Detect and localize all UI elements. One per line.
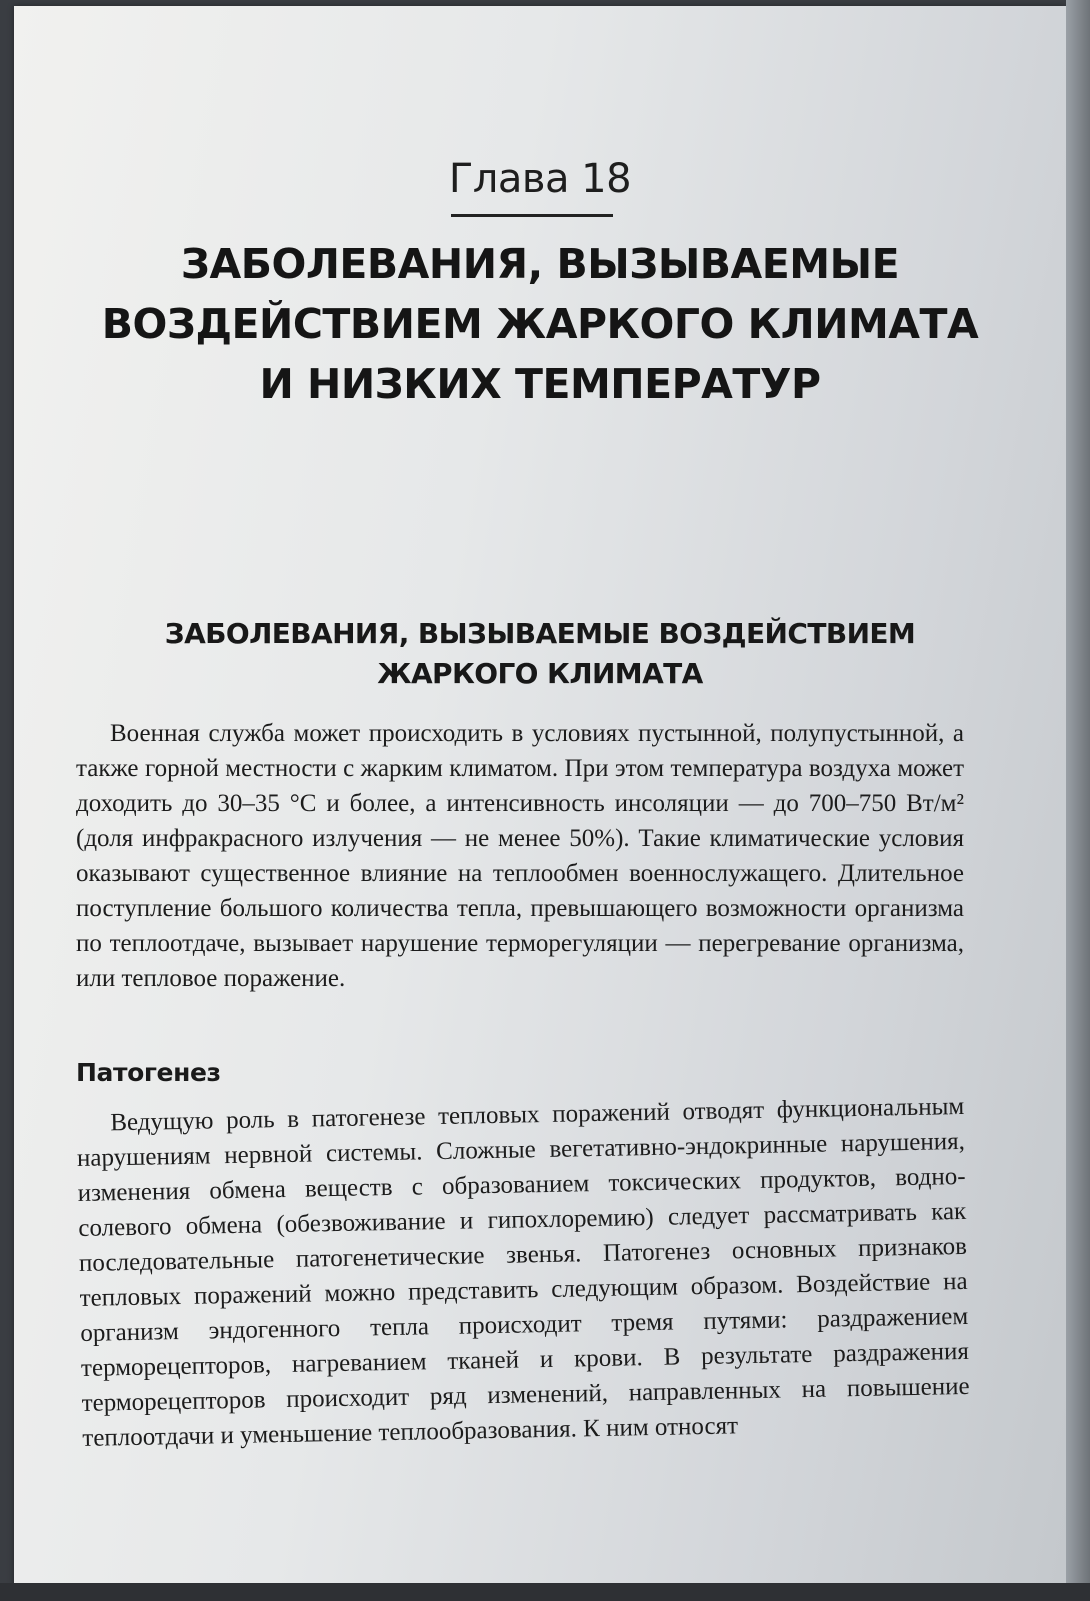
chapter-label: Глава 18: [448, 156, 632, 202]
body-paragraph-intro: Военная служба может происходить в условиях пустынной, полупустынной, а также горной местности с жарким климатом. При этом температура воздуха может доходить до 30–35 °С и более, а интенсивность инсоляции — до 700–750 Вт/м² (доля инфракрасного излучения — не менее 50%). Такие климатические условия оказывают существенное влияние на теплообмен военнослужащего. Длительное поступление большого количества тепла, превышающего возможности организма по теплоотдаче, вызывает нарушение терморегуляции — перегревание организма, или тепловое поражение.: [76, 720, 964, 992]
chapter-underline: [451, 214, 613, 217]
subheading-pathogenesis: Патогенез: [76, 1058, 221, 1087]
scan-bottom-edge: [0, 1583, 1090, 1601]
book-page: [14, 6, 1066, 1586]
chapter-title: ЗАБОЛЕВАНИЯ, ВЫЗЫВАЕМЫЕ ВОЗДЕЙСТВИЕМ ЖАРКОГО КЛИМАТА И НИЗКИХ ТЕМПЕРАТУР: [101, 240, 979, 408]
body-paragraph-pathogenesis: Ведущую роль в патогенезе тепловых поражений отводят функциональным нарушениям нервной системы. Сложные вегетативно-эндокринные нарушения, изменения обмена веществ с образованием токсических продуктов, водно-солевого обмена (обезвоживание и гипохлоремию) следует рассматривать как последовательные патогенетические звенья. Патогенез основных признаков тепловых поражений можно представить следующим образом. Воздействие на организм эндогенного тепла происходит тремя путями: раздражением терморецепторов, нагреванием тканей и крови. В результате раздражения терморецепторов происходит ряд изменений, направленных на повышение теплоотдачи и уменьшение теплообразования. К ним относят: [76, 1092, 970, 1452]
scan-right-edge: [1066, 0, 1090, 1601]
section-title: ЗАБОЛЕВАНИЯ, ВЫЗЫВАЕМЫЕ ВОЗДЕЙСТВИЕМ ЖАРКОГО КЛИМАТА: [164, 617, 916, 690]
